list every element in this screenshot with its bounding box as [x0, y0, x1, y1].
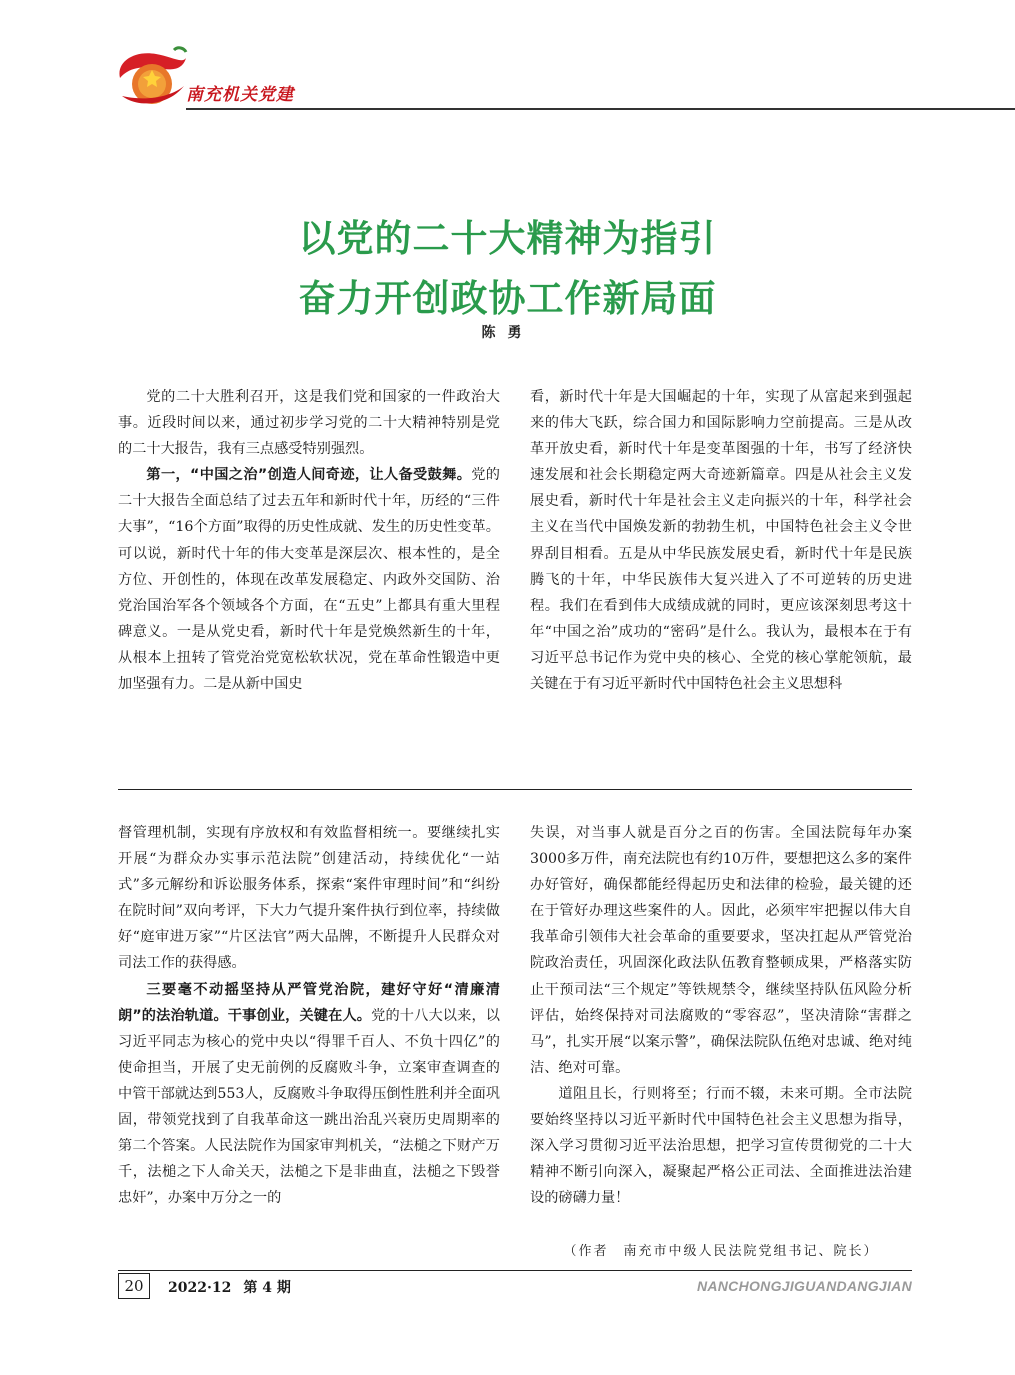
paragraph: 党的二十大胜利召开，这是我们党和国家的一件政治大事。近段时间以来，通过初步学习党的二十大精神特别是党的二十大报告，我有三点感受特别强烈。 — [118, 389, 500, 458]
article-author: 陈勇 — [481, 325, 534, 341]
paragraph: 督管理机制，实现有序放权和有效监督相统一。要继续扎实开展“为群众办实事示范法院”创建活动，持续优化“一站式”多元解纷和诉讼服务体系，探索“案件审理时间”和“纠纷在院时间”双向考评，下大力气提升案件执行到位率，持续做好“庭审进万家”“片区法官”两大品牌，不断提升人民群众对司法工作的获得感。 — [118, 825, 500, 972]
paragraph — [118, 977, 500, 1212]
article-title-line2: 奋力开创政协工作新局面 — [298, 277, 717, 320]
issue-number: 第 4 期 — [243, 1280, 291, 1296]
bold-heading: 三要毫不动摇坚持从严管党治院，建好守好“清廉清朗”的法治轨道。干事创业，关键在人。 — [118, 981, 500, 1024]
bold-heading: 第一，“中国之治”创造人间奇迹，让人备受鼓舞。 — [146, 467, 472, 484]
section-divider — [118, 789, 912, 790]
header-rule — [186, 108, 1015, 110]
magazine-brand: 南充机关党建 — [186, 85, 294, 105]
top-right-column — [530, 384, 912, 697]
top-left-column — [118, 384, 500, 697]
author-byline: （作者 南充市中级人民法院党组书记、院长） — [563, 1244, 879, 1259]
issue-date: 2022·12 — [168, 1280, 232, 1296]
article-title-line1: 以党的二十大精神为指引 — [298, 217, 717, 260]
footer-rule — [118, 1270, 912, 1271]
party-building-logo — [112, 44, 192, 110]
page-number: 20 — [118, 1273, 150, 1299]
footer-brand: NANCHONGJIGUANDANGJIAN — [696, 1278, 912, 1294]
bottom-right-column — [530, 820, 912, 1211]
paragraph-text: 党的二十大报告全面总结了过去五年和新时代十年，历经的“三件大事”，“16个方面”取得的历史性成就、发生的历史性变革。可以说，新时代十年的伟大变革是深层次、根本性的，是全方位、开创性的，体现在改革发展稳定、内政外交国防、治党治国治军各个领域各个方面，在“五史”上都具有重大里程碑意义。一是从党史看，新时代十年是党焕然新生的十年，从根本上扭转了管党治党宽松软状况，党在革命性锻造中更加坚强有力。二是从新中国史 — [118, 467, 500, 693]
paragraph: 道阻且长，行则将至；行而不辍，未来可期。全市法院要始终坚持以习近平新时代中国特色社会主义思想为指导，深入学习贯彻习近平法治思想，把学习宣传贯彻党的二十大精神不断引向深入，凝聚起严格公正司法、全面推进法治建设的磅礴力量！ — [530, 1085, 912, 1207]
bottom-left-column — [118, 820, 500, 1211]
paragraph: 失误，对当事人就是百分之百的伤害。全国法院每年办案3000多万件，南充法院也有约10万件，要想把这么多的案件办好管好，确保都能经得起历史和法律的检验，最关键的还在于管好办理这些案件的人。因此，必须牢牢把握以伟大自我革命引领伟大社会革命的重要要求，坚决扛起从严管党治院政治责任，巩固深化政法队伍教育整顿成果，严格落实防止干预司法“三个规定”等铁规禁令，继续坚持队伍风险分析评估，始终保持对司法腐败的“零容忍”，坚决清除“害群之马”，扎实开展“以案示警”，确保法院队伍绝对忠诚、绝对纯洁、绝对可靠。 — [530, 825, 912, 1076]
issue-info — [168, 1277, 291, 1297]
paragraph — [118, 462, 500, 697]
paragraph: 看，新时代十年是大国崛起的十年，实现了从富起来到强起来的伟大飞跃，综合国力和国际影响力空前提高。三是从改革开放史看，新时代十年是变革图强的十年，书写了经济快速发展和社会长期稳定两大奇迹新篇章。四是从社会主义发展史看，新时代十年是社会主义走向振兴的十年，科学社会主义在当代中国焕发新的勃勃生机，中国特色社会主义令世界刮目相看。五是从中华民族发展史看，新时代十年是民族腾飞的十年，中华民族伟大复兴进入了不可逆转的历史进程。我们在看到伟大成绩成就的同时，更应该深刻思考这十年“中国之治”成功的“密码”是什么。我认为，最根本在于有习近平总书记作为党中央的核心、全党的核心掌舵领航，最关键在于有习近平新时代中国特色社会主义思想科 — [530, 389, 912, 693]
paragraph-text: 党的十八大以来，以习近平同志为核心的党中央以“得罪千百人、不负十四亿”的使命担当，开展了史无前例的反腐败斗争，立案审查调查的中管干部就达到553人，反腐败斗争取得压倒性胜利并全面巩固，带领党找到了自我革命这一跳出治乱兴衰历史周期率的第二个答案。人民法院作为国家审判机关，“法槌之下财产万千，法槌之下人命关天，法槌之下是非曲直，法槌之下毁誉忠奸”，办案中万分之一的 — [118, 1007, 500, 1207]
